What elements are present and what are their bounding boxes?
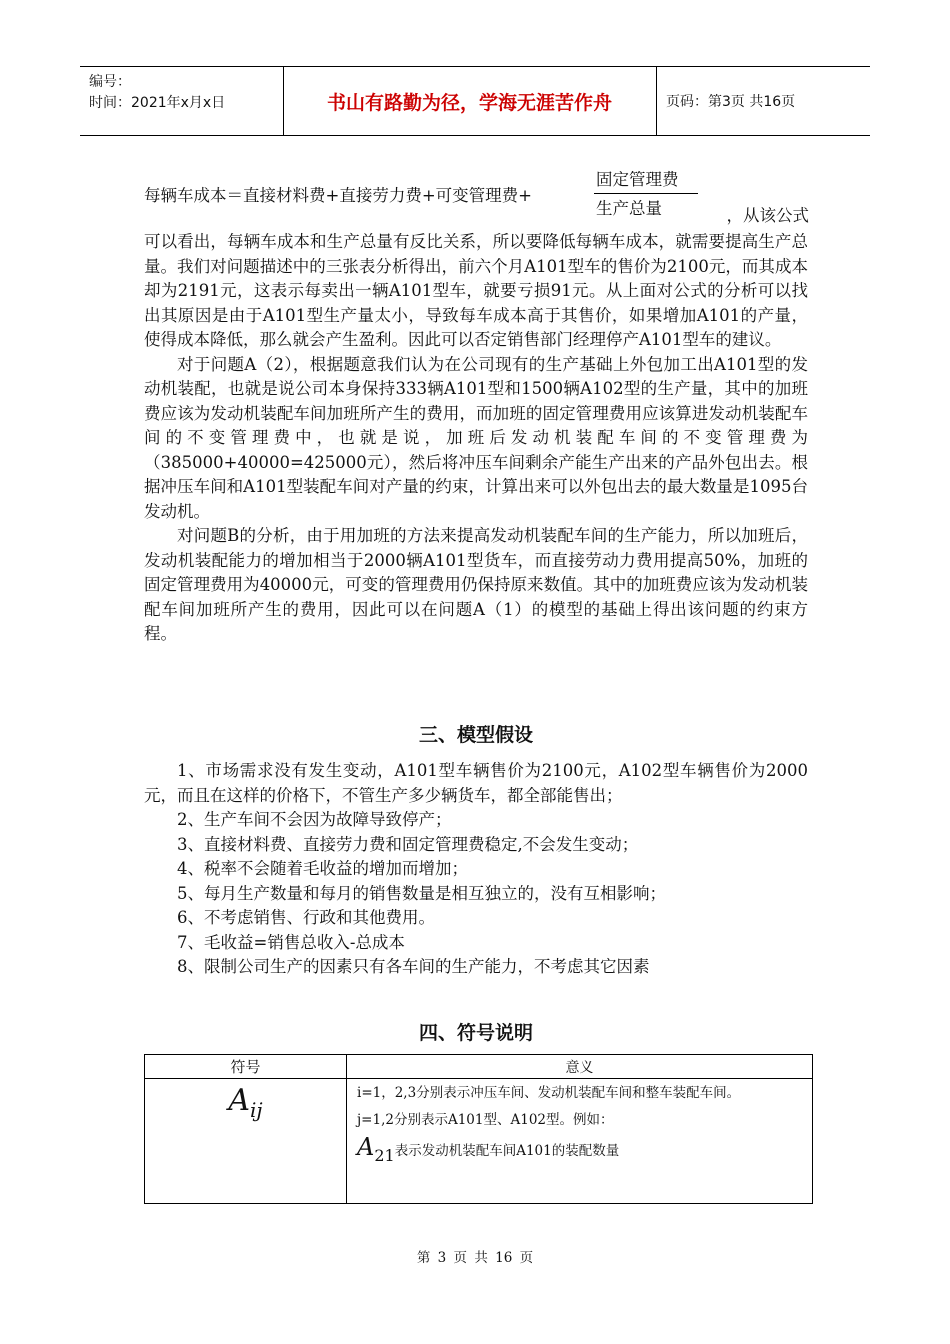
- list-item: 5、每月生产数量和每月的销售数量是相互独立的，没有互相影响；: [177, 883, 666, 903]
- formula-lhs: 每辆车成本＝直接材料费+直接劳力费+可变管理费+: [144, 186, 532, 205]
- header-page-label: 页码：第3页 共16页: [666, 94, 796, 110]
- table-header-row: [145, 1055, 813, 1079]
- section-title-symbols: 四、符号说明: [418, 1022, 533, 1044]
- header-divider-right: [656, 67, 657, 135]
- section-title-assumptions: 三、模型假设: [418, 724, 533, 746]
- assumption-list: [144, 759, 808, 980]
- list-item: 6、不考虑销售、行政和其他费用。: [177, 908, 435, 927]
- meaning-cell: [347, 1079, 813, 1204]
- meaning-line-j: j=1,2分别表示A101型、A102型。例如：: [357, 1112, 614, 1128]
- header-meaning: 意义: [347, 1055, 813, 1079]
- table-row: [145, 1079, 813, 1204]
- symbol-a21: $A_{21}$: [357, 1133, 395, 1165]
- header-time-label: 时间：2021年x月x日: [89, 95, 226, 111]
- list-item: 7、毛收益=销售总收入-总成本: [177, 932, 405, 952]
- list-item: 1、市场需求没有发生变动，A101型车辆售价为2100元，A102型车辆售价为2000元，而且在这样的价格下，不管生产多少辆货车，都全部能售出；: [144, 761, 808, 805]
- symbol-table: [144, 1054, 813, 1204]
- formula-fraction-bar: [594, 193, 698, 194]
- list-item: 4、税率不会随着毛收益的增加而增加；: [177, 859, 468, 878]
- header-meta: [89, 72, 225, 114]
- header-number-label: 编号：: [89, 74, 131, 90]
- list-item: 3、直接材料费、直接劳力费和固定管理费稳定,不会发生变动；: [177, 834, 639, 854]
- header-motto: 书山有路勤为径，学海无涯苦作舟: [326, 91, 612, 114]
- analysis-body: [144, 230, 808, 647]
- symbol-aij: $A_{ij}$: [228, 1083, 263, 1122]
- list-item: 2、生产车间不会因为故障导致停产；: [177, 810, 452, 829]
- cost-formula: [144, 162, 809, 228]
- formula-denominator: 生产总量: [596, 199, 662, 218]
- formula-tail: ，从该公式: [726, 206, 809, 225]
- meaning-example: [357, 1133, 802, 1166]
- list-item: 8、限制公司生产的因素只有各车间的生产能力，不考虑其它因素: [177, 957, 650, 976]
- header-symbol: 符号: [145, 1055, 347, 1079]
- meaning-line-i: i=1，2,3分别表示冲压车间、发动机装配车间和整车装配车间。: [357, 1085, 741, 1101]
- paragraph-1: 可以看出，每辆车成本和生产总量有反比关系，所以要降低每辆车成本，就需要提高生产总量。我们对问题描述中的三张表分析得出，前六个月A101型车的售价为2100元，而其成本却为2191元，这表示每卖出一辆A101型车，就要亏损91元。从上面对公式的分析可以找出其原因是由于A101型生产量太小，导致每车成本高于其售价，如果增加A101的产量，使得成本降低，那么就会产生盈利。因此可以否定销售部门经理停产A101型车的建议。: [144, 232, 808, 349]
- paragraph-2: 对于问题A（2），根据题意我们认为在公司现有的生产基础上外包加工出A101型的发动机装配，也就是说公司本身保持333辆A101型和1500辆A102型的生产量，其中的加班费应该为发动机装配车间加班所产生的费用，而加班的固定管理费用应该算进发动机装配车间的不变管理费中，也就是说，加班后发动机装配车间的不变管理费为（385000+40000=425000元），然后将冲压车间剩余产能生产出来的产品外包出去。根据冲压车间和A101型装配车间对产量的约束，计算出来可以外包出去的最大数量是1095台发动机。: [144, 354, 808, 521]
- example-text: 表示发动机装配车间A101的装配数量: [394, 1143, 620, 1159]
- formula-numerator: 固定管理费: [596, 170, 679, 189]
- page-footer: 第 3 页 共 16 页: [416, 1250, 534, 1266]
- page-header: [80, 66, 870, 136]
- paragraph-3: 对问题B的分析，由于用加班的方法来提高发动机装配车间的生产能力，所以加班后，发动机装配能力的增加相当于2000辆A101型货车，而直接劳动力费用提高50%，加班的固定管理费用为40000元，可变的管理费用仍保持原来数值。其中的加班费应该为发动机装配车间加班所产生的费用，因此可以在问题A（1）的模型的基础上得出该问题的约束方程。: [144, 526, 808, 643]
- symbol-cell: [145, 1079, 347, 1204]
